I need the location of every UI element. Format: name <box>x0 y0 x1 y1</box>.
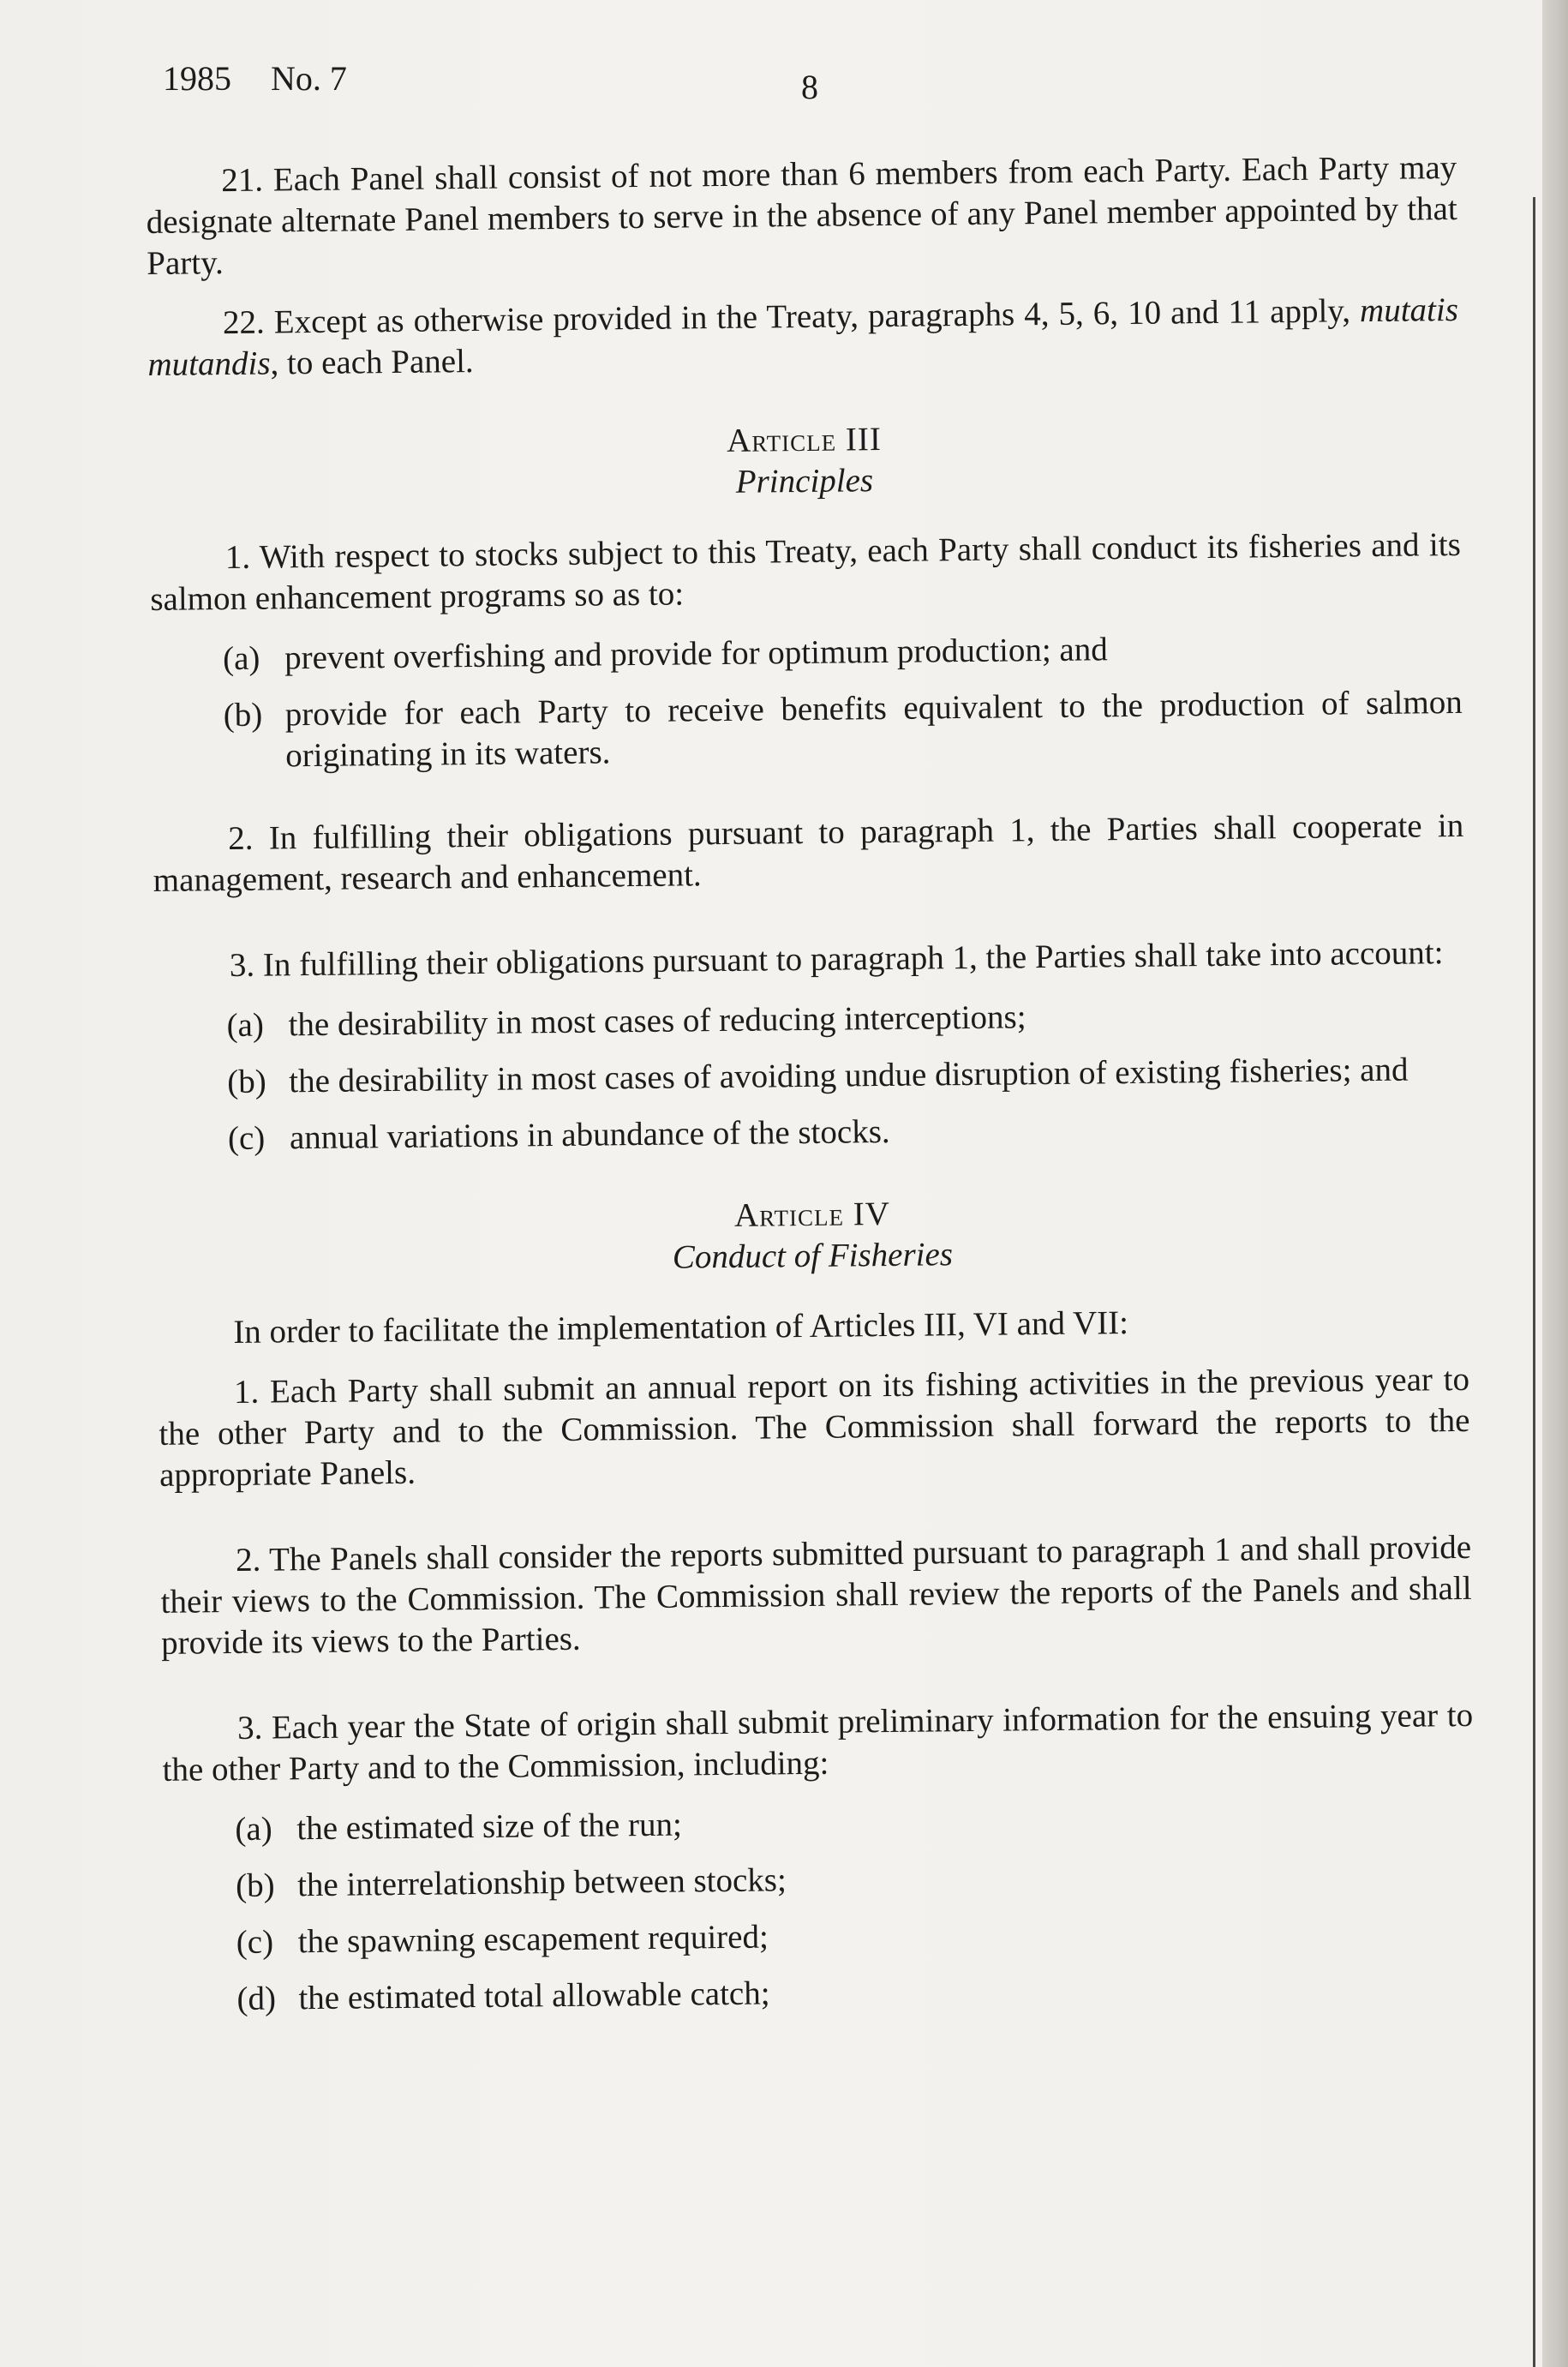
article-3-subheading: Principles <box>735 462 874 500</box>
list-item: (b) the interrelationship between stocks; <box>235 1861 787 1905</box>
binding-line <box>1533 197 1535 2367</box>
article-4-subheading: Conduct of Fisheries <box>672 1236 954 1276</box>
article-4-paragraph-3: 3. Each year the State of origin shall submit preliminary information for the ensuing year to the other Party and to the Commission, including: <box>162 1696 1474 1789</box>
list-item: (a) prevent overfishing and provide for optimum production; and <box>222 631 1108 678</box>
list-item: (c) annual variations in abundance of the stocks. <box>227 1112 890 1158</box>
page-header <box>163 58 386 99</box>
list-item: (b) the desirability in most cases of avoiding undue disruption of existing fisheries; and <box>227 1051 1409 1101</box>
header-year: 1985 <box>163 59 231 98</box>
list-item: (b) provide for each Party to receive benefits equivalent to the production of salmon originating in its waters. <box>223 683 1463 775</box>
document-body <box>146 147 1476 2036</box>
article-3-paragraph-3: 3. In fulfilling their obligations pursuant to paragraph 1, the Parties shall take into account: <box>229 934 1444 985</box>
paragraph-21: 21. Each Panel shall consist of not more than 6 members from each Party. Each Party may designate alternate Panel members to serve in the absence of any Panel member appointed by that Party. <box>146 148 1457 282</box>
article-4-paragraph-2: 2. The Panels shall consider the reports submitted pursuant to paragraph 1 and shall provide their views to the Commission. The Commission shall review the reports of the Panels and shall provide its views to the Parties. <box>160 1528 1472 1662</box>
paragraph-22: 22. Except as otherwise provided in the Treaty, paragraphs 4, 5, 6, 10 and 11 apply, mutatis mutandis, to each Panel. <box>147 291 1459 383</box>
article-4-heading: Article IV <box>733 1195 891 1234</box>
article-3-paragraph-2: 2. In fulfilling their obligations pursuant to paragraph 1, the Parties shall cooperate in management, research and enhancement. <box>153 806 1464 899</box>
article-3-paragraph-1: 1. With respect to stocks subject to this Treaty, each Party shall conduct its fisheries and its salmon enhancement programs so as to: <box>150 525 1461 618</box>
list-item: (c) the spawning escapement required; <box>236 1918 769 1962</box>
article-4-paragraph-1: 1. Each Party shall submit an annual report on its fishing activities in the previous year to the other Party and to the Commission. The Commission shall forward the reports to the appropriate Panels. <box>159 1360 1470 1494</box>
list-item: (a) the desirability in most cases of reducing interceptions; <box>226 998 1026 1045</box>
page-edge <box>1542 0 1568 2367</box>
list-item: (d) the estimated total allowable catch; <box>236 1974 770 2018</box>
article-4-intro: In order to facilitate the implementation of Articles III, VI and VII: <box>233 1304 1129 1351</box>
header-number: No. 7 <box>271 59 347 98</box>
article-3-heading: Article III <box>726 421 883 459</box>
list-item: (a) the estimated size of the run; <box>235 1806 683 1849</box>
page-number: 8 <box>801 68 818 106</box>
